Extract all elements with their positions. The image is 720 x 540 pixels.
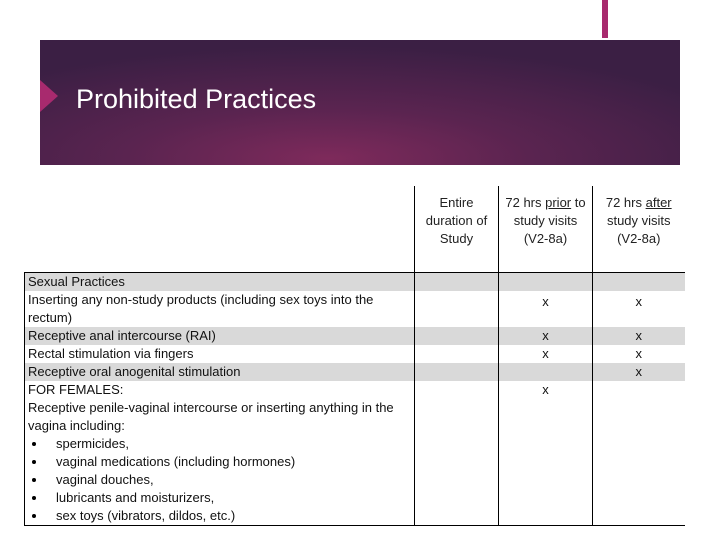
mark-entire [415,345,499,363]
practice-text-females [25,381,415,526]
mark-entire [415,381,499,526]
table-header-row [25,186,685,273]
females-bullet-list [28,435,411,525]
mark-after [593,381,685,526]
practice-text: Rectal stimulation via fingers [25,345,415,363]
table-row [25,381,685,526]
table-cell [415,273,499,292]
mark-prior: x [499,291,593,327]
mark-entire [415,291,499,327]
mark-after: x [593,291,685,327]
list-item: vaginal medications (including hormones) [28,453,411,471]
mark-after: x [593,327,685,345]
list-item: vaginal douches, [28,471,411,489]
slide-title: Prohibited Practices [76,84,317,114]
practice-text: Receptive oral anogenital stimulation [25,363,415,381]
mark-after: x [593,345,685,363]
header-entire-duration: Entire duration of Study [415,186,499,273]
table-cell [593,273,685,292]
practice-text: Inserting any non-study products (including sex toys into the rectum) [25,291,415,327]
list-item: spermicides, [28,435,411,453]
mark-prior: x [499,345,593,363]
mark-entire [415,363,499,381]
header-72hrs-prior: 72 hrs prior to study visits (V2-8a) [499,186,593,273]
top-accent-bar [602,0,608,38]
table-row [25,291,685,327]
list-item: sex toys (vibrators, dildos, etc.) [28,507,411,525]
table-row [25,345,685,363]
list-item: lubricants and moisturizers, [28,489,411,507]
header-blank-cell [25,186,415,273]
mark-entire [415,327,499,345]
mark-prior: x [499,327,593,345]
mark-prior [499,363,593,381]
section-label: Sexual Practices [25,273,415,292]
table-row [25,363,685,381]
table-cell [499,273,593,292]
title-arrow-accent [40,80,58,112]
females-heading: FOR FEMALES: [28,382,124,397]
table-row [25,327,685,345]
prohibited-practices-table [24,186,685,526]
mark-after: x [593,363,685,381]
header-72hrs-after: 72 hrs after study visits (V2-8a) [593,186,685,273]
females-description: Receptive penile-vaginal intercourse or inserting anything in the vagina including: [28,400,394,433]
mark-prior: x [499,381,593,526]
section-row-sexual-practices [25,273,685,292]
practice-text: Receptive anal intercourse (RAI) [25,327,415,345]
